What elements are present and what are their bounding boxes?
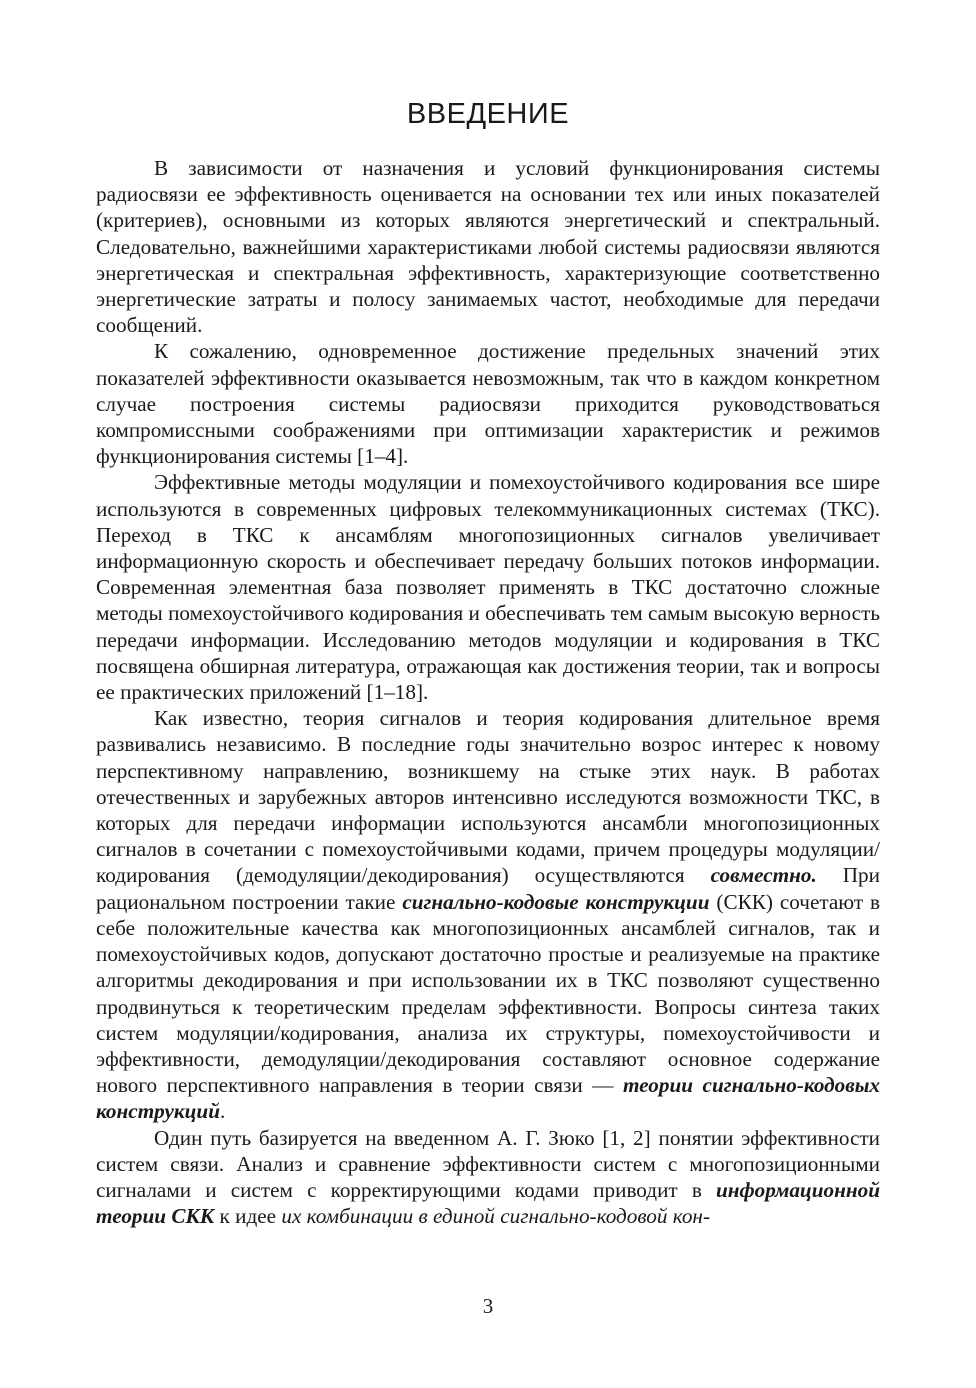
emphasis-theory-of-scc: теории сигнально-кодовых конструкций xyxy=(96,1073,881,1124)
page-title: ВВЕДЕНИЕ xyxy=(406,98,570,130)
paragraph-2: К сожалению, одновременное достижение предельных значений этих показателей эффективности оказывается невозможным, так что в каждом конкретном случае построения системы радиосвязи приходится руководствоваться компромиссными соображениями при оптимизации характеристик и режимов функционирования системы [1–4]. xyxy=(96,339,880,469)
paragraph-4-text-4: . xyxy=(219,1099,226,1124)
emphasis-signal-code-constructions: сигнально-кодовые конструкции xyxy=(402,889,710,914)
text-body xyxy=(96,155,880,1229)
italic-combination-idea: их комбинации в единой сигнально-кодовой кон- xyxy=(281,1204,710,1229)
paragraph-1: В зависимости от назначения и условий функционирования системы радиосвязи ее эффективность оценивается на основании тех или иных показателей (критериев), основными из которых являются энергетический и спектральный. Следовательно, важнейшими характеристиками любой системы радиосвязи являются энергетическая и спектральная эффективность, характеризующие соответственно энергетические затраты и полосу занимаемых частот, необходимые для передачи сообщений. xyxy=(96,156,880,338)
paragraph-4 xyxy=(96,705,880,1124)
paragraph-4-text-1: Как известно, теория сигналов и теория кодирования длительное время развивались независимо. В последние годы значительно возрос интерес к новому перспективному направлению, возникшему на стыке этих наук. В работах отечественных и зарубежных авторов интенсивно исследуются возможности ТКС, в которых для передачи информации используются ансамбли многопозиционных сигналов в сочетании с помехоустойчивыми кодами, причем процедуры модуляции/кодирования (демодуляции/декодирования) осуществляются xyxy=(96,706,880,888)
page-number: 3 xyxy=(482,1294,494,1318)
paragraph-4-text-3: (СКК) сочетают в себе положительные качества как многопозиционных ансамблей сигналов, так и помехоустойчивых кодов, допускают достаточно простые и реализуемые на практике алгоритмы декодирования и при использовании их в ТКС позволяют существенно продвинуться к теоретическим пределам эффективности. Вопросы синтеза таких систем модуляции/кодирования, анализа их структуры, помехоустойчивости и эффективности, демодуляции/декодирования составляют основное содержание нового перспективного направления в теории связи — xyxy=(96,889,881,1098)
paragraph-5-text-2: к идее xyxy=(214,1204,282,1229)
paragraph-5 xyxy=(96,1125,880,1230)
paragraph-3: Эффективные методы модуляции и помехоустойчивого кодирования все шире используются в современных цифровых телекоммуникационных системах (ТКС). Переход в ТКС к ансамблям многопозиционных сигналов увеличивает информационную скорость и обеспечивает передачу больших потоков информации. Современная элементная база позволяет применять в ТКС достаточно сложные методы помехоустойчивого кодирования и обеспечивать тем самым высокую верность передачи информации. Исследованию методов модуляции и кодирования в ТКС посвящена обширная литература, отражающая как достижения теории, так и вопросы ее практических приложений [1–18]. xyxy=(96,470,880,705)
emphasis-jointly: совместно. xyxy=(710,863,817,888)
emphasis-information-theory-scc: информационной теории СКК xyxy=(96,1177,880,1229)
paragraph-4-text-2: При рациональном построении такие xyxy=(96,863,880,914)
paragraph-5-text-1: Один путь базируется на введенном А. Г. Зюко [1, 2] понятии эффективности систем связи. Анализ и сравнение эффективности систем с многопозиционными сигналами и систем с корректирующими кодами приводит в xyxy=(96,1125,880,1202)
